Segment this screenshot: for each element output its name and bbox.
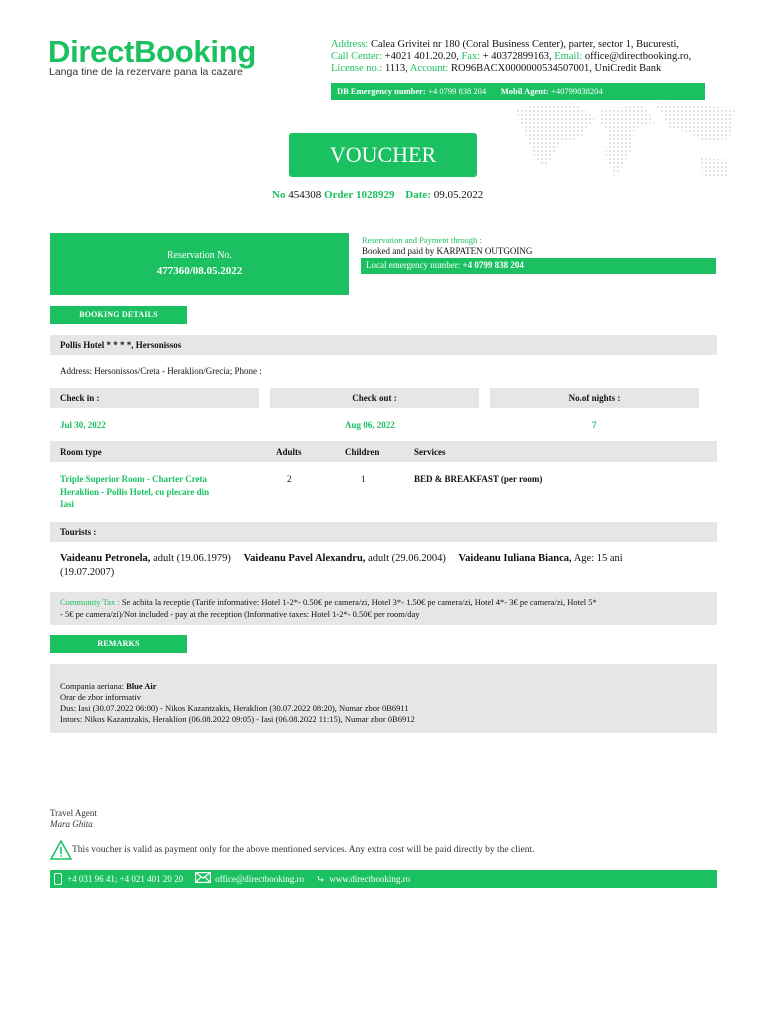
col-children: Children <box>345 447 380 457</box>
hotel-row: Pollis Hotel * * * *, Hersonissos <box>50 335 717 355</box>
booking-details-label: BOOKING DETAILS <box>50 306 187 324</box>
nights-header: No.of nights : <box>490 388 699 408</box>
services-value: BED & BREAKFAST (per room) <box>414 474 543 484</box>
tourists-list: Vaideanu Petronela, adult (19.06.1979) Vaideanu Pavel Alexandru, adult (29.06.2004) Vaideanu Iuliana Bianca, Age: 15 ani (19.07.2007) <box>60 553 623 578</box>
footer-phone: +4 031 96 41; +4 021 401 20 20 <box>67 874 184 884</box>
col-adults: Adults <box>276 447 302 457</box>
voucher-meta: No 454308 Order 1028929 Date: 09.05.2022 <box>272 189 484 201</box>
col-room-type: Room type <box>60 447 102 457</box>
phone-icon <box>54 873 62 885</box>
reservation-label: Reservation No. <box>167 250 232 261</box>
checkin-value: Jul 30, 2022 <box>60 420 106 430</box>
community-tax-box: Community Tax : Se achita la receptie (Tarife informative: Hotel 1-2*- 0.50€ pe camera/zi, Hotel 3*- 1.50€ pe camera/zi, Hotel 4*- 3€ pe camera/zi, Hotel 5* - 5€ pe camera/zi)/Not included - pay at the reception (Informative taxes: Hotel 1-2*- 0.50€ per room/day <box>50 592 717 625</box>
world-map-background <box>505 98 745 193</box>
header-address-line: Address: Calea Grivitei nr 180 (Coral Business Center), parter, sector 1, Bucuresti, <box>331 39 680 50</box>
remarks-label: REMARKS <box>50 635 187 653</box>
warning-icon <box>50 840 72 863</box>
voucher-title: VOUCHER <box>289 133 477 177</box>
room-table-header <box>50 441 717 462</box>
tourists-header: Tourists : <box>50 522 717 542</box>
logo: DirectBooking <box>48 34 256 69</box>
emergency-bar: DB Emergency number: +4 0799 838 204 Mobil Agent: +40799838204 <box>331 83 705 100</box>
local-emergency-bar: Local emergency number: +4 0799 838 204 <box>361 258 716 274</box>
logo-tagline: Langa tine de la rezervare pana la cazare <box>49 66 243 78</box>
checkout-value: Aug 06, 2022 <box>345 420 395 430</box>
reservation-box <box>50 233 349 295</box>
globe-icon: ⤷ <box>316 873 326 886</box>
room-type-value: Triple Superior Room - Charter Creta Heraklion - Pollis Hotel, cu plecare din Iasi <box>60 474 210 509</box>
footer-website[interactable]: www.directbooking.ro <box>329 874 411 884</box>
col-services: Services <box>414 447 446 457</box>
nights-value: 7 <box>592 420 597 430</box>
envelope-icon <box>195 872 211 886</box>
booked-by: Booked and paid by KARPATEN OUTGOING <box>362 246 533 256</box>
adults-value: 2 <box>287 474 292 484</box>
checkout-header: Check out : <box>270 388 479 408</box>
checkin-header: Check in : <box>50 388 259 408</box>
remarks-box: Compania aeriana: Blue Air Orar de zbor informativ Dus: Iasi (30.07.2022 06:00) - Nikos Kazantzakis, Heraklion (30.07.2022 08:20), Numar zbor 0B6911 Intors: Nikos Kazantzakis, Heraklion (06.08.2022 09:05) - Iasi (06.08.2022 11:15), Numar zbor 0B6912 <box>50 664 717 733</box>
children-value: 1 <box>361 474 366 484</box>
hotel-address: Address: Hersonissos/Creta - Heraklion/Grecia; Phone : <box>60 366 262 376</box>
header-contact-line: Call Center: +4021 401.20.20, Fax: + 40372899163, Email: office@directbooking.ro, <box>331 51 692 62</box>
travel-agent-name: Mara Ghita <box>50 819 93 829</box>
reservation-number: 477360/08.05.2022 <box>156 265 243 277</box>
validity-notice: This voucher is valid as payment only for the above mentioned services. Any extra cost will be paid directly by the client. <box>72 845 535 855</box>
header-license-line: License no.: 1113, Account: RO96BACX0000000534507001, UniCredit Bank <box>331 63 662 74</box>
reservation-through-label: Reservation and Payment through : <box>362 235 482 245</box>
travel-agent-label: Travel Agent <box>50 808 97 818</box>
footer-bar <box>50 870 717 888</box>
footer-email[interactable]: office@directbooking.ro <box>215 874 305 884</box>
